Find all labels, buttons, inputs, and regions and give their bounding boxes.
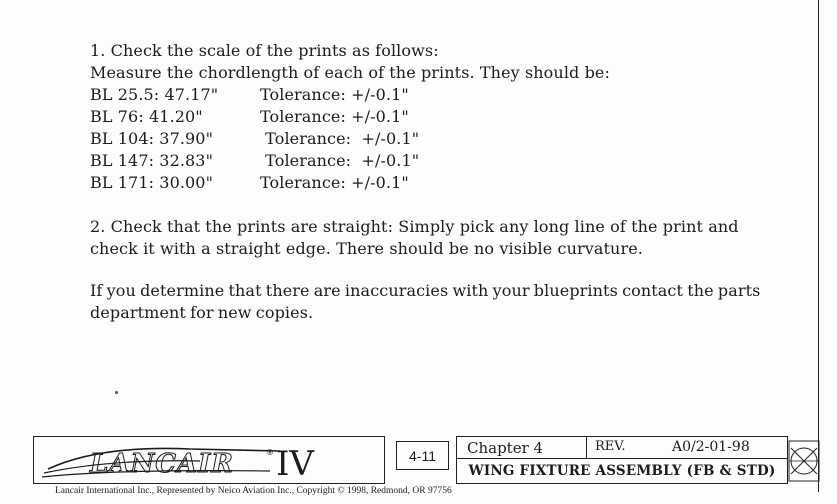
revision-value: A0/2-01-98 <box>672 439 750 455</box>
measurement-row <box>90 172 790 194</box>
revision-label: REV. <box>595 439 626 454</box>
note-line: department for new copies. <box>90 303 314 322</box>
revision-cell <box>587 437 787 459</box>
measurement-label: BL 76: 41.20" <box>90 107 203 126</box>
measurement-row <box>90 106 790 128</box>
lancair-logo <box>40 439 370 481</box>
measurement-row <box>90 84 790 106</box>
measurement-tolerance: Tolerance: +/-0.1" <box>260 151 420 170</box>
note-paragraph <box>90 280 790 324</box>
step2-paragraph <box>90 216 790 260</box>
section-title: WING FIXTURE ASSEMBLY (FB & STD) <box>468 463 776 479</box>
step1-heading: 1. Check the scale of the prints as follows: <box>90 41 439 60</box>
measurement-tolerance: Tolerance: +/-0.1" <box>260 129 420 148</box>
registered-mark: ® <box>266 448 274 457</box>
measurement-label: BL 147: 32.83" <box>90 151 214 170</box>
logo-box <box>33 436 385 484</box>
measurement-label: BL 104: 37.90" <box>90 129 214 148</box>
step1-subheading: Measure the chordlength of each of the prints. They should be: <box>90 63 610 82</box>
measurement-list <box>90 84 790 194</box>
document-body <box>90 40 790 324</box>
logo-model: IV <box>276 444 314 481</box>
stray-mark <box>115 391 118 394</box>
measurement-row <box>90 150 790 172</box>
chapter-label: Chapter 4 <box>457 437 587 459</box>
measurement-label: BL 171: 30.00" <box>90 173 214 192</box>
measurement-row <box>90 128 790 150</box>
page-border <box>818 0 819 492</box>
measurement-tolerance: Tolerance: +/-0.1" <box>260 107 409 126</box>
measurement-tolerance: Tolerance: +/-0.1" <box>260 173 409 192</box>
step2-line: 2. Check that the prints are straight: Simply pick any long line of the print and <box>90 217 739 236</box>
logo-text: LANCAIR <box>90 449 234 479</box>
measurement-label: BL 25.5: 47.17" <box>90 85 219 104</box>
step2-line: check it with a straight edge. There should be no visible curvature. <box>90 239 643 258</box>
crossed-box-icon <box>788 440 832 482</box>
copyright-line: Lancair International Inc., Represented by Neico Aviation Inc., Copyright © 1998, Redmond, OR 97756 <box>55 486 452 496</box>
page-number: 4-11 <box>396 441 449 470</box>
measurement-tolerance: Tolerance: +/-0.1" <box>260 85 409 104</box>
title-block <box>456 436 788 484</box>
note-line: If you determine that there are inaccuracies with your blueprints contact the parts <box>90 281 761 300</box>
